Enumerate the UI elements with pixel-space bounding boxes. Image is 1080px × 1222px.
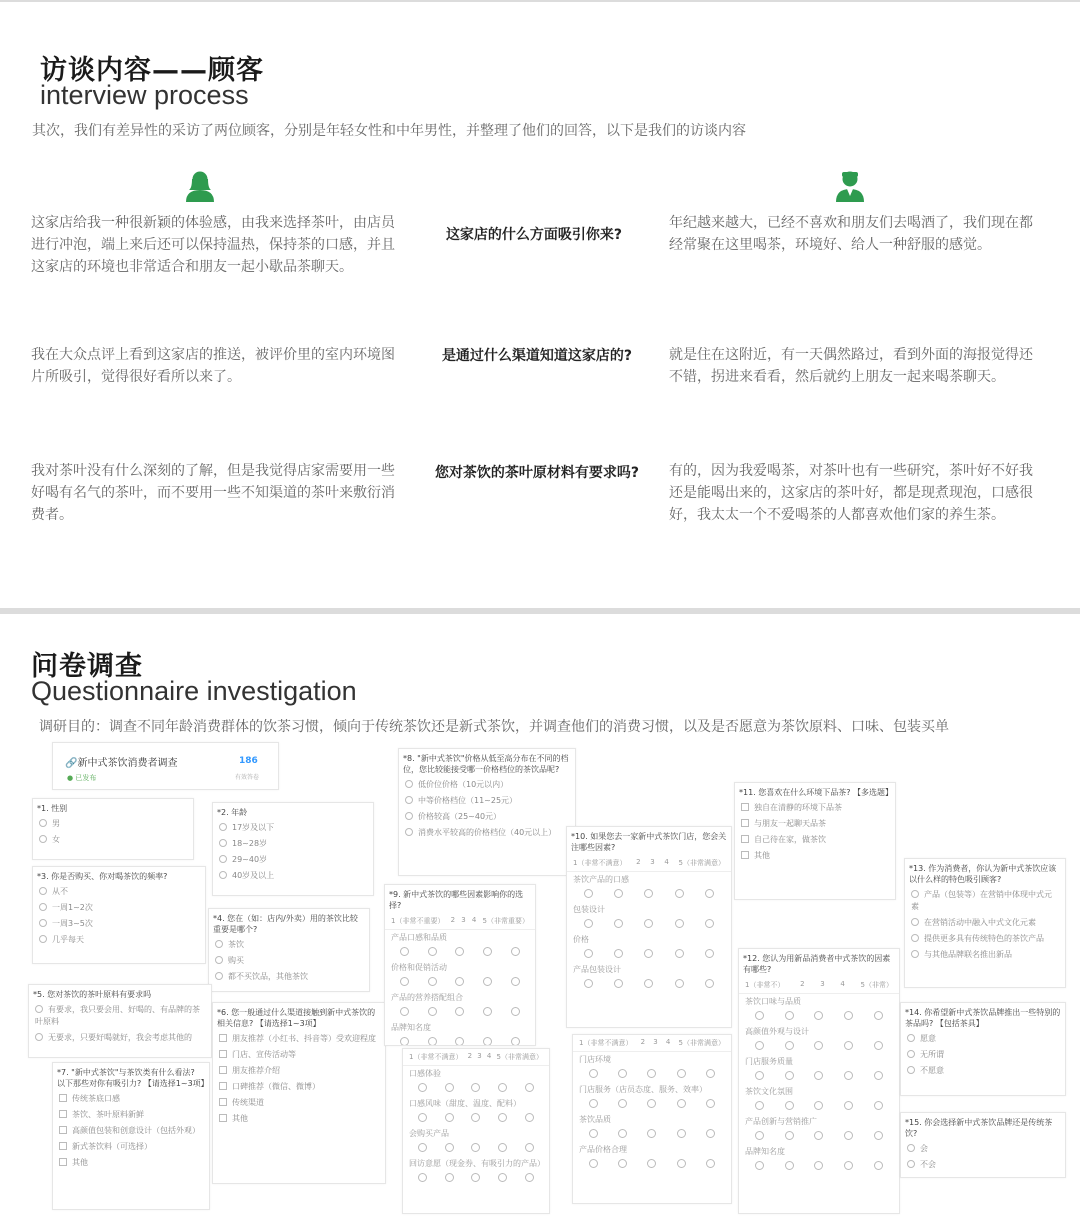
q1-title: *1. 性别 [37, 804, 68, 813]
q11-card [734, 782, 896, 900]
q-extra2-radio-row[interactable] [573, 1097, 731, 1112]
q9-radio-row[interactable] [385, 1035, 535, 1046]
q2-option[interactable]: 40岁及以上 [213, 868, 373, 884]
q4-option[interactable]: 都不买饮品，其他茶饮 [209, 969, 369, 985]
q2-title: *2. 年龄 [217, 808, 248, 817]
q7-option[interactable]: 传统茶底口感 [53, 1091, 209, 1107]
q12-radio-row[interactable] [739, 1069, 899, 1084]
q10-radio-row[interactable] [567, 977, 731, 992]
q8-option[interactable]: 消费水平较高的价格档位（40元以上） [399, 825, 575, 841]
q5-option[interactable]: 无要求，只要好喝就好，我会考虑其他的 [29, 1030, 211, 1046]
q8-option[interactable]: 中等价格档位（11~25元） [399, 793, 575, 809]
q6-option[interactable]: 传统渠道 [213, 1095, 385, 1111]
q-extra-row-label: 回访意愿（现金券、有吸引力的产品） [409, 1159, 545, 1168]
q5-card [28, 984, 212, 1058]
q8-card [398, 748, 576, 876]
q10-row-label: 产品包装设计 [573, 965, 621, 974]
q7-card [52, 1062, 210, 1210]
questionnaire-title-en: Questionnaire investigation [31, 676, 357, 706]
survey-count: 186 [239, 756, 258, 766]
q14-card [900, 1002, 1066, 1096]
q4-card [208, 908, 370, 992]
q7-option[interactable]: 其他 [53, 1155, 209, 1171]
q12-row-label: 门店服务质量 [745, 1057, 793, 1066]
q7-option[interactable]: 茶饮、茶叶原料新鲜 [53, 1107, 209, 1123]
question-3: 您对茶饮的茶叶原材料有要求吗? [434, 465, 640, 481]
q10-scale: 1（非常不满意） 2 3 4 5（非常满意） [567, 855, 731, 872]
q4-option[interactable]: 茶饮 [209, 937, 369, 953]
q9-row-label: 价格和促销活动 [391, 963, 447, 972]
questionnaire-title-cn: 问卷调查 [31, 651, 143, 682]
q12-radio-row[interactable] [739, 1129, 899, 1144]
q5-title: *5. 您对茶饮的茶叶原料有要求吗 [33, 990, 152, 999]
q6-card [212, 1002, 386, 1184]
q11-option[interactable]: 独自在清静的环境下品茶 [735, 800, 895, 816]
q4-title: *4. 您在（如：店内/外卖）用的茶饮比较重要是哪个? [213, 914, 358, 934]
q-extra-row-label: 口感风味（甜度、温度、配料） [409, 1099, 521, 1108]
q-extra2-radio-row[interactable] [573, 1157, 731, 1172]
q6-option[interactable]: 朋友推荐介绍 [213, 1063, 385, 1079]
q12-radio-row[interactable] [739, 1009, 899, 1024]
q6-option[interactable]: 朋友推荐（小红书、抖音等）受欢迎程度 [213, 1031, 385, 1047]
q10-row-label: 茶饮产品的口感 [573, 875, 629, 884]
q14-option[interactable]: 不愿意 [901, 1063, 1065, 1079]
q-extra2-row-label: 茶饮品质 [579, 1115, 611, 1124]
q2-option[interactable]: 18~28岁 [213, 836, 373, 852]
q8-option[interactable]: 低价位价格（10元以内） [399, 777, 575, 793]
q13-option[interactable]: 与其他品牌联名推出新品 [905, 947, 1065, 963]
q-extra2-radio-row[interactable] [573, 1127, 731, 1142]
q15-option[interactable]: 会 [901, 1141, 1065, 1157]
survey-title: 🔗新中式茶饮消费者调查 [65, 758, 178, 769]
q3-option[interactable]: 从不 [33, 884, 205, 900]
q14-option[interactable]: 无所谓 [901, 1047, 1065, 1063]
q3-option[interactable]: 几乎每天 [33, 932, 205, 948]
questionnaire-slide [0, 614, 1080, 1222]
interview-intro: 其次，我们有差异性的采访了两位顾客，分别是年轻女性和中年男性，并整理了他们的回答，以下是我们的访谈内容 [32, 123, 746, 139]
q7-option[interactable]: 新式茶饮料（可选择） [53, 1139, 209, 1155]
q-extra2-scale: 1（非常不满意） 2 3 4 5（非常满意） [573, 1035, 731, 1052]
q10-radio-row[interactable] [567, 947, 731, 962]
q4-option[interactable]: 购买 [209, 953, 369, 969]
interview-title-en: interview process [40, 80, 249, 110]
q2-card [212, 802, 374, 896]
q15-title: *15. 你会选择新中式茶饮品牌还是传统茶饮? [905, 1118, 1053, 1138]
answer-female-3: 我对茶叶没有什么深刻的了解，但是我觉得店家需要用一些好喝有名气的茶叶，而不要用一些不知渠道的茶叶来敷衍消费者。 [31, 463, 395, 523]
q1-option[interactable]: 女 [33, 832, 193, 848]
q12-radio-row[interactable] [739, 1039, 899, 1054]
q12-row-label: 品牌知名度 [745, 1147, 785, 1156]
q3-option[interactable]: 一周1~2次 [33, 900, 205, 916]
question-1: 这家店的什么方面吸引你来? [445, 227, 623, 243]
q-extra2-card [572, 1034, 732, 1204]
interview-title-cn: 访谈内容——顾客 [40, 55, 264, 86]
q-extra2-row-label: 产品价格合理 [579, 1145, 627, 1154]
q13-option[interactable]: 提供更多具有传统特色的茶饮产品 [905, 931, 1065, 947]
q6-option[interactable]: 门店、宣传活动等 [213, 1047, 385, 1063]
q12-title: *12. 您认为用新品消费者中式茶饮的因素有哪些? [743, 954, 891, 974]
q-extra-radio-row[interactable] [403, 1111, 549, 1126]
q7-title: *7. "新中式茶饮"与茶饮类有什么看法? 以下那些对你有吸引力? 【请选择1~3项】 [57, 1068, 209, 1088]
q13-card [904, 858, 1066, 988]
q9-radio-row[interactable] [385, 945, 535, 960]
q13-option[interactable]: 在营销活动中融入中式文化元素 [905, 915, 1065, 931]
q9-title: *9. 新中式茶饮的哪些因素影响你的选择? [389, 890, 524, 910]
q6-option[interactable]: 其他 [213, 1111, 385, 1127]
q-extra-radio-row[interactable] [403, 1141, 549, 1156]
q3-option[interactable]: 一周3~5次 [33, 916, 205, 932]
q12-card [738, 948, 900, 1214]
q1-card [32, 798, 194, 860]
answer-male-3: 有的，因为我爱喝茶，对茶叶也有一些研究，茶叶好不好我还是能喝出来的，这家店的茶叶好，都是现煮现泡，口感很好，我太太一个不爱喝茶的人都喜欢他们家的养生茶。 [669, 463, 1033, 523]
questionnaire-intro: 调研目的：调查不同年龄消费群体的饮茶习惯，倾向于传统茶饮还是新式茶饮，并调查他们的消费习惯，以及是否愿意为茶饮原料、口味、包装买单 [39, 719, 949, 735]
answer-female-2: 我在大众点评上看到这家店的推送，被评价里的室内环境图片所吸引，觉得很好看所以来了。 [31, 347, 395, 385]
q10-title: *10. 如果您去一家新中式茶饮门店，您会关注哪些因素? [571, 832, 727, 852]
q2-option[interactable]: 17岁及以下 [213, 820, 373, 836]
q3-title: *3. 你是否购买、你对喝茶饮的频率? [37, 872, 168, 881]
q8-title: *8. "新中式茶饮"价格从低至高分布在不同的档位，您比较能接受哪一价格档位的茶饮品呢? [403, 754, 569, 774]
survey-count-label: 有效答卷 [235, 774, 260, 781]
q1-option[interactable]: 男 [33, 816, 193, 832]
q11-title: *11. 您喜欢在什么环境下品茶? 【多选题】 [739, 788, 894, 797]
survey-status: ● 已发布 [67, 774, 97, 782]
q12-scale: 1（非常不） 2 3 4 5（非常） [739, 977, 899, 994]
q-extra-card [402, 1048, 550, 1214]
q10-row-label: 包装设计 [573, 905, 605, 914]
q-extra-row-label: 会购买产品 [409, 1129, 449, 1138]
q15-card [900, 1112, 1066, 1178]
q10-radio-row[interactable] [567, 917, 731, 932]
q10-row-label: 价格 [573, 935, 589, 944]
q-extra-radio-row[interactable] [403, 1171, 549, 1186]
q9-row-label: 产品口感和品质 [391, 933, 447, 942]
q11-option[interactable]: 自己待在家，做茶饮 [735, 832, 895, 848]
q15-option[interactable]: 不会 [901, 1157, 1065, 1173]
survey-header-card[interactable] [52, 742, 279, 790]
q12-radio-row[interactable] [739, 1159, 899, 1174]
q3-card [32, 866, 206, 964]
q13-option[interactable]: 产品（包装等）在营销中体现中式元素 [905, 887, 1065, 915]
q9-radio-row[interactable] [385, 975, 535, 990]
q9-card [384, 884, 536, 1046]
q-extra2-row-label: 门店环境 [579, 1055, 611, 1064]
q-extra-row-label: 口感体验 [409, 1069, 441, 1078]
link-icon: 🔗 [65, 758, 78, 769]
q11-option[interactable]: 与朋友一起聊天品茶 [735, 816, 895, 832]
male-user-icon [833, 168, 867, 202]
answer-female-1: 这家店给我一种很新颖的体验感，由我来选择茶叶，由店员进行冲泡，端上来后还可以保持温热，保持茶的口感，并且这家店的环境也非常适合和朋友一起小歇品茶聊天。 [31, 215, 395, 275]
q6-title: *6. 您一般通过什么渠道接触到新中式茶饮的相关信息? 【请选择1~3项】 [217, 1008, 376, 1028]
q10-card [566, 826, 732, 1028]
q11-option[interactable]: 其他 [735, 848, 895, 864]
q10-radio-row[interactable] [567, 887, 731, 902]
q7-option[interactable]: 高颜值包装和创意设计（包括外观） [53, 1123, 209, 1139]
q12-row-label: 高颜值外观与设计 [745, 1027, 809, 1036]
q8-option[interactable]: 价格较高（25~40元） [399, 809, 575, 825]
q9-row-label: 产品的营养搭配组合 [391, 993, 463, 1002]
q5-option[interactable]: 有要求，我只要会用、好喝的、有品牌的茶叶原料 [29, 1002, 211, 1030]
q9-row-label: 品牌知名度 [391, 1023, 431, 1032]
q-extra2-row-label: 门店服务（店员态度、服务、效率） [579, 1085, 707, 1094]
q2-option[interactable]: 29~40岁 [213, 852, 373, 868]
q9-radio-row[interactable] [385, 1005, 535, 1020]
female-user-icon [183, 168, 217, 202]
q6-option[interactable]: 口碑推荐（微信、微博） [213, 1079, 385, 1095]
q12-row-label: 茶饮口味与品质 [745, 997, 801, 1006]
q-extra-radio-row[interactable] [403, 1081, 549, 1096]
question-2: 是通过什么渠道知道这家店的? [441, 348, 633, 364]
q12-row-label: 茶饮文化氛围 [745, 1087, 793, 1096]
q9-scale: 1（非常不重要） 2 3 4 5（非常重要） [385, 913, 535, 930]
q14-option[interactable]: 愿意 [901, 1031, 1065, 1047]
q12-radio-row[interactable] [739, 1099, 899, 1114]
q-extra2-radio-row[interactable] [573, 1067, 731, 1082]
answer-male-2: 就是住在这附近，有一天偶然路过，看到外面的海报觉得还不错，拐进来看看，然后就约上朋友一起来喝茶聊天。 [669, 347, 1033, 385]
q-extra-scale: 1（非常不满意） 2 3 4 5（非常满意） [403, 1049, 549, 1066]
q13-title: *13. 作为消费者，你认为新中式茶饮应该以什么样的特色吸引顾客? [909, 864, 1057, 884]
answer-male-1: 年纪越来越大，已经不喜欢和朋友们去喝酒了，我们现在都经常聚在这里喝茶，环境好、给人一种舒服的感觉。 [669, 215, 1033, 253]
interview-slide [0, 2, 1080, 608]
q14-title: *14. 你希望新中式茶饮品牌推出一些特别的茶品吗? 【包括茶具】 [905, 1008, 1061, 1028]
q12-row-label: 产品创新与营销推广 [745, 1117, 817, 1126]
